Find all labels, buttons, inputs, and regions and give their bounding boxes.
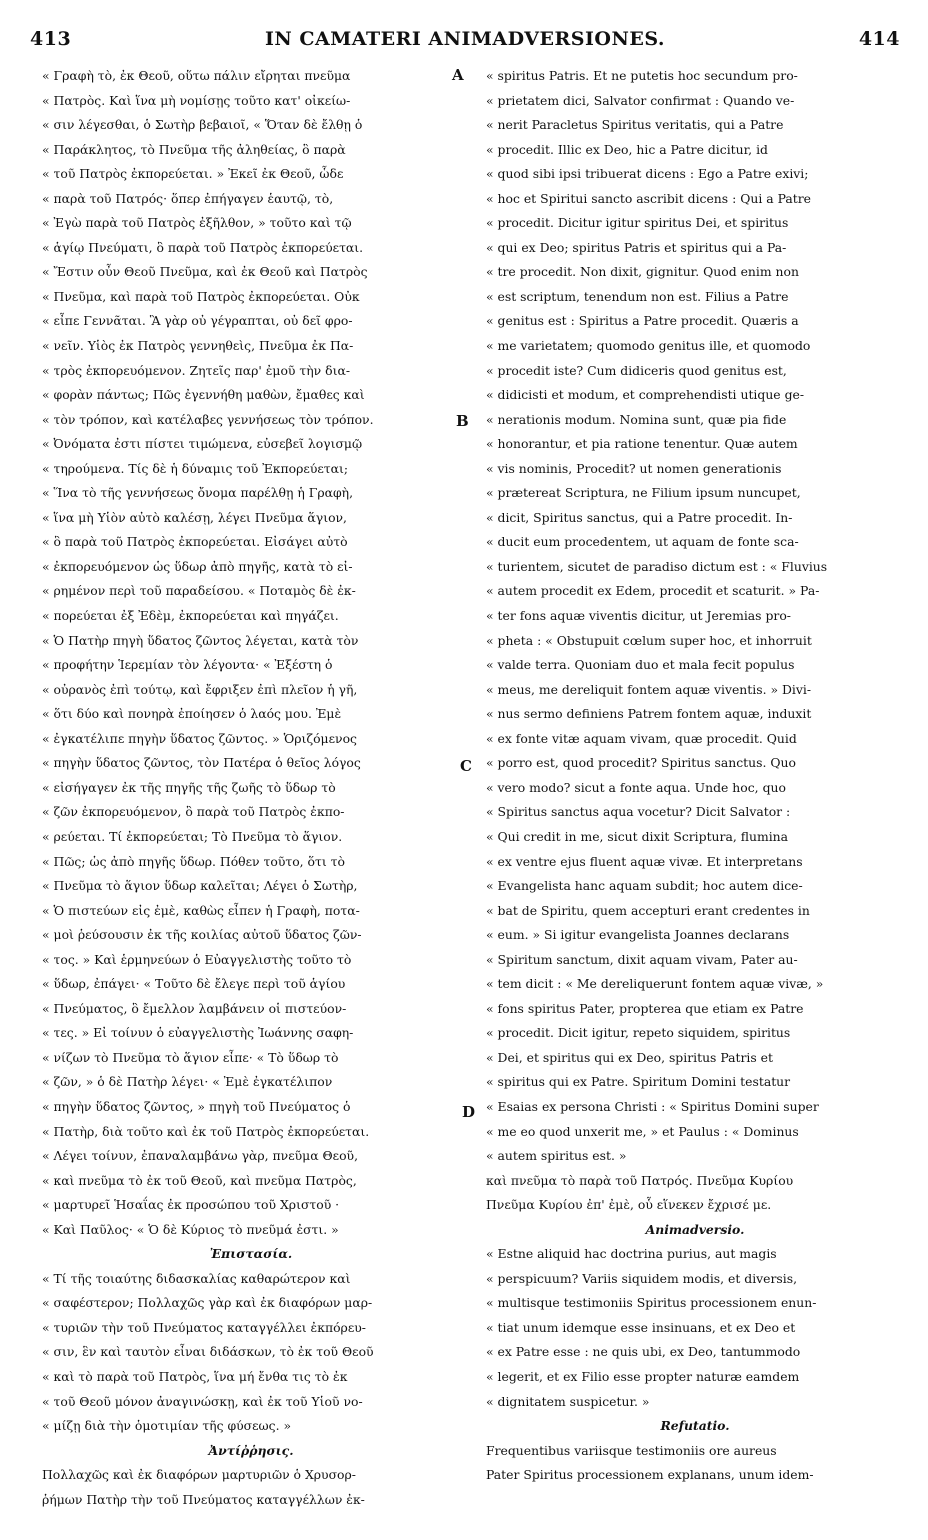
greek-text-line: « εἶπε Γεννᾶται. Ἃ γὰρ οὐ γέγραπται, οὐ δεῖ φρο- (42, 313, 353, 329)
greek-bridge-line: Πνεῦμα Κυρίου ἐπ' ἐμὲ, οὗ εἵνεκεν ἔχρισέ με. (486, 1197, 772, 1213)
latin-text-line: « quod sibi ipsi tribuerat dicens : Ego a Patre exivi; (486, 166, 809, 182)
greek-text-line: « τες. » Εἰ τοίνυν ὁ εὐαγγελιστὴς Ἰωάννης σαφη- (42, 1025, 354, 1041)
greek-text-line: « Πνεῦμα τὸ ἅγιον ὕδωρ καλεῖται; Λέγει ὁ Σωτὴρ, (42, 878, 358, 894)
latin-text-line: Animadversio. (645, 1221, 745, 1237)
latin-text-line: « porro est, quod procedit? Spiritus sanctus. Quo (486, 755, 796, 771)
latin-text-line: « Dei, et spiritus qui ex Deo, spiritus Patris et (486, 1049, 773, 1065)
latin-text-line: « perspicuum? Variis siquidem modis, et diversis, (486, 1270, 798, 1286)
greek-text-line: « πηγὴν ὕδατος ζῶντος, τὸν Πατέρα ὁ θεῖος λόγος (42, 755, 361, 771)
greek-text-line: « ζῶν, » ὁ δὲ Πατὴρ λέγει· « Ἐμὲ ἐγκατέλιπον (42, 1074, 333, 1090)
greek-text-line: « τος. » Καὶ ἑρμηνεύων ὁ Εὐαγγελιστὴς τοῦτο τὸ (42, 951, 352, 967)
greek-column (42, 64, 460, 1512)
latin-text-line: « nerit Paracletus Spiritus veritatis, qui a Patre (486, 117, 784, 133)
greek-text-line: « τρὸς ἐκπορευόμενον. Ζητεῖς παρ' ἐμοῦ τὴν δια- (42, 362, 350, 378)
greek-text-line: « προφήτην Ἱερεμίαν τὸν λέγοντα· « Ἐξέστη ὁ (42, 657, 333, 673)
greek-text-line: « μοὶ ῥεύσουσιν ἐκ τῆς κοιλίας αὐτοῦ ὕδατος ζῶν- (42, 927, 362, 943)
greek-text-line: « σιν, ἓν καὶ ταυτὸν εἶναι διδάσκων, τὸ ἐκ τοῦ Θεοῦ (42, 1344, 374, 1360)
latin-text-line: « nerationis modum. Nomina sunt, quæ pia fide (486, 411, 787, 427)
latin-text-line: « Spiritus sanctus aqua vocetur? Dicit Salvator : (486, 804, 791, 820)
greek-text-line: « τυριῶν τὴν τοῦ Πνεύματος καταγγέλλει ἐκπόρευ- (42, 1319, 366, 1335)
greek-text-line: « οὐρανὸς ἐπὶ τούτῳ, καὶ ἔφριξεν ἐπὶ πλεῖον ἡ γῆ, (42, 681, 358, 697)
latin-text-line: « valde terra. Quoniam duo et mala fecit populus (486, 657, 795, 673)
greek-text-line: « τηρούμενα. Τίς δὲ ἡ δύναμις τοῦ Ἐκπορεύεται; (42, 460, 349, 476)
greek-text-line: « σιν λέγεσθαι, ὁ Σωτὴρ βεβαιοῖ, « Ὅταν δὲ ἔλθῃ ὁ (42, 117, 363, 133)
greek-text-line: « πηγὴν ὕδατος ζῶντος, » πηγὴ τοῦ Πνεύματος ὁ (42, 1098, 351, 1114)
greek-text-line: « καὶ τὸ παρὰ τοῦ Πατρὸς, ἵνα μή ἔνθα τις τὸ ἐκ (42, 1368, 348, 1384)
latin-text-line: « legerit, et ex Filio esse propter naturæ eamdem (486, 1368, 800, 1384)
greek-text-line: « Ἵνα τὸ τῆς γεννήσεως ὄνομα παρέλθῃ ἡ Γραφὴ, (42, 485, 354, 501)
greek-text-line: « τοῦ Πατρὸς ἐκπορεύεται. » Ἐκεῖ ἐκ Θεοῦ, ὧδε (42, 166, 344, 182)
greek-text-line: « Ἐγὼ παρὰ τοῦ Πατρὸς ἐξῆλθον, » τοῦτο καὶ τῷ (42, 215, 352, 231)
margin-letter-c: C (460, 757, 472, 775)
latin-text-line: « tem dicit : « Me dereliquerunt fontem aquæ vivæ, » (486, 976, 824, 992)
greek-text-line: « Καὶ Παῦλος· « Ὁ δὲ Κύριος τὸ πνεῦμά ἐστι. » (42, 1221, 339, 1237)
greek-text-line: Πολλαχῶς καὶ ἐκ διαφόρων μαρτυριῶν ὁ Χρυσορ- (42, 1467, 356, 1483)
latin-text-line: « Spiritum sanctum, dixit aquam vivam, Pater au- (486, 951, 798, 967)
latin-text-line: « vis nominis, Procedit? ut nomen generationis (486, 460, 782, 476)
greek-text-line: « τοῦ Θεοῦ μόνον ἀναγινώσκῃ, καὶ ἐκ τοῦ Υἱοῦ νο- (42, 1393, 363, 1409)
greek-text-line: « πορεύεται ἐξ Ἐδὲμ, ἐκπορεύεται καὶ πηγάζει. (42, 608, 339, 624)
latin-text-line: « autem procedit ex Edem, procedit et scaturit. » Pa- (486, 583, 820, 599)
latin-text-line: « nus sermo definiens Patrem fontem aquæ, induxit (486, 706, 812, 722)
latin-text-line: « Evangelista hanc aquam subdit; hoc autem dice- (486, 878, 803, 894)
latin-text-line: « me varietatem; quomodo genitus ille, et quomodo (486, 338, 811, 354)
latin-text-line: Frequentibus variisque testimoniis ore aureus (486, 1442, 777, 1458)
latin-text-line: « autem spiritus est. » (486, 1148, 627, 1164)
latin-text-line: « procedit. Illic ex Deo, hic a Patre dicitur, id (486, 141, 768, 157)
page-number-right: 414 (858, 28, 900, 50)
latin-text-line: « honorantur, et pia ratione tenentur. Quæ autem (486, 436, 798, 452)
greek-text-line: « νεῖν. Υἱὸς ἐκ Πατρὸς γεννηθεὶς, Πνεῦμα ἐκ Πα- (42, 338, 354, 354)
latin-text-line: « me eo quod unxerit me, » et Paulus : « Dominus (486, 1123, 799, 1139)
greek-text-line: « ὃ παρὰ τοῦ Πατρὸς ἐκπορεύεται. Εἰσάγει αὐτὸ (42, 534, 348, 550)
latin-text-line: « fons spiritus Pater, propterea que etiam ex Patre (486, 1000, 804, 1016)
running-title: IN CAMATERI ANIMADVERSIONES. (265, 28, 665, 50)
latin-text-line: « genitus est : Spiritus a Patre procedit. Quæris a (486, 313, 799, 329)
greek-text-line: « Πνεύματος, ὃ ἔμελλον λαμβάνειν οἱ πιστεύον- (42, 1000, 347, 1016)
latin-text-line: Pater Spiritus processionem explanans, unum idem- (486, 1467, 814, 1483)
latin-text-line: « est scriptum, tenendum non est. Filius a Patre (486, 288, 789, 304)
greek-text-line: « σαφέστερον; Πολλαχῶς γὰρ καὶ ἐκ διαφόρων μαρ- (42, 1295, 373, 1311)
latin-text-line: « turientem, sicutet de paradiso dictum est : « Fluvius (486, 558, 828, 574)
greek-text-line: Ἀντίῤῥησις. (208, 1442, 294, 1458)
latin-text-line: « vero modo? sicut a fonte aqua. Unde hoc, quo (486, 779, 786, 795)
latin-text-line: Refutatio. (660, 1418, 730, 1434)
greek-text-line: « Ὁ πιστεύων εἰς ἐμὲ, καθὼς εἶπεν ἡ Γραφὴ, ποτα- (42, 902, 360, 918)
greek-text-line: « ρημένον περὶ τοῦ παραδείσου. « Ποταμὸς δὲ ἐκ- (42, 583, 356, 599)
latin-column (486, 64, 904, 1488)
greek-text-line: « νίζων τὸ Πνεῦμα τὸ ἅγιον εἶπε· « Τὸ ὕδωρ τὸ (42, 1049, 339, 1065)
greek-text-line: « Παράκλητος, τὸ Πνεῦμα τῆς ἀληθείας, ὃ παρὰ (42, 141, 346, 157)
greek-text-line: « Τί τῆς τοιαύτης διδασκαλίας καθαρώτερον καὶ (42, 1270, 351, 1286)
latin-text-line: « didicisti et modum, et comprehendisti utique ge- (486, 387, 805, 403)
latin-text-line: « Qui credit in me, sicut dixit Scriptura, flumina (486, 828, 789, 844)
greek-text-line: « Ἔστιν οὖν Θεοῦ Πνεῦμα, καὶ ἐκ Θεοῦ καὶ Πατρὸς (42, 264, 368, 280)
greek-text-line: « ρεύεται. Τί ἐκπορεύεται; Τὸ Πνεῦμα τὸ ἅγιον. (42, 828, 343, 844)
page-header (30, 28, 900, 58)
latin-text-line: « tiat unum idemque esse insinuans, et ex Deo et (486, 1319, 796, 1335)
greek-text-line: « ἵνα μὴ Υἱὸν αὐτὸ καλέσῃ, λέγει Πνεῦμα ἅγιον, (42, 509, 347, 525)
latin-text-line: « procedit. Dicitur igitur spiritus Dei, et spiritus (486, 215, 789, 231)
greek-text-line: « ὅτι δύο καὶ πονηρὰ ἐποίησεν ὁ λαός μου. Ἐμὲ (42, 706, 342, 722)
greek-text-line: « Πατρὸς. Καὶ ἵνα μὴ νομίσῃς τοῦτο κατ' οἰκείω- (42, 92, 351, 108)
latin-text-line: « Esaias ex persona Christi : « Spiritus Domini super (486, 1098, 819, 1114)
greek-text-line: « Πνεῦμα, καὶ παρὰ τοῦ Πατρὸς ἐκπορεύεται. Οὐκ (42, 288, 360, 304)
greek-bridge-line: καὶ πνεῦμα τὸ παρὰ τοῦ Πατρός. Πνεῦμα Κυρίου (486, 1172, 794, 1188)
latin-text-line: « pheta : « Obstupuit cœlum super hoc, et inhorruit (486, 632, 812, 648)
latin-text-line: « dicit, Spiritus sanctus, qui a Patre procedit. In- (486, 509, 793, 525)
greek-text-line: « ὕδωρ, ἐπάγει· « Τοῦτο δὲ ἔλεγε περὶ τοῦ ἁγίου (42, 976, 346, 992)
greek-text-line: « φορὰν πάντως; Πῶς ἐγεννήθη μαθὼν, ἔμαθες καὶ (42, 387, 365, 403)
greek-text-line: « Γραφὴ τὸ, ἐκ Θεοῦ, οὕτω πάλιν εἴρηται πνεῦμα (42, 68, 351, 83)
greek-text-line: « τὸν τρόπον, καὶ κατέλαβες γεννήσεως τὸν τρόπον. (42, 411, 374, 427)
latin-text-line: « prietatem dici, Salvator confirmat : Quando ve- (486, 92, 795, 108)
greek-text-line: ῥήμων Πατὴρ τὴν τοῦ Πνεύματος καταγγέλλων ἐκ- (42, 1491, 365, 1507)
latin-text-line: « dignitatem suspicetur. » (486, 1393, 650, 1409)
latin-text-line: « hoc et Spiritui sancto ascribit dicens : Qui a Patre (486, 190, 811, 206)
latin-text-line: « spiritus Patris. Et ne putetis hoc secundum pro- (486, 68, 798, 83)
page-number-left: 413 (30, 28, 72, 50)
latin-text-line: « meus, me dereliquit fontem aquæ viventis. » Divi- (486, 681, 812, 697)
latin-text-line: « procedit. Dicit igitur, repeto siquidem, spiritus (486, 1025, 791, 1041)
latin-text-line: « qui ex Deo; spiritus Patris et spiritus qui a Pa- (486, 239, 787, 255)
greek-text-line: « Λέγει τοίνυν, ἐπαναλαμβάνω γὰρ, πνεῦμα Θεοῦ, (42, 1148, 359, 1164)
latin-text-line: « Estne aliquid hac doctrina purius, aut magis (486, 1246, 777, 1262)
latin-text-line: « prætereat Scriptura, ne Filium ipsum nuncupet, (486, 485, 801, 501)
greek-text-line: « Πατὴρ, διὰ τοῦτο καὶ ἐκ τοῦ Πατρὸς ἐκπορεύεται. (42, 1123, 370, 1139)
latin-text-line: « procedit iste? Cum didiceris quod genitus est, (486, 362, 787, 378)
latin-text-line: « bat de Spiritu, quem accepturi erant credentes in (486, 902, 810, 918)
latin-text-line: « multisque testimoniis Spiritus processionem enun- (486, 1295, 817, 1311)
greek-text-line: « Πῶς; ὡς ἀπὸ πηγῆς ὕδωρ. Πόθεν τοῦτο, ὅτι τὸ (42, 853, 345, 869)
greek-text-line: « εἰσήγαγεν ἐκ τῆς πηγῆς τῆς ζωῆς τὸ ὕδωρ τὸ (42, 779, 336, 795)
margin-letter-d: D (462, 1103, 476, 1121)
latin-text-line: « ducit eum procedentem, ut aquam de fonte sca- (486, 534, 799, 550)
latin-text-line: « ex fonte vitæ aquam vivam, quæ procedit. Quid (486, 730, 797, 746)
latin-text-line: « ex ventre ejus fluent aquæ vivæ. Et interpretans (486, 853, 803, 869)
greek-text-line: « καὶ πνεῦμα τὸ ἐκ τοῦ Θεοῦ, καὶ πνεῦμα Πατρὸς, (42, 1172, 357, 1188)
greek-text-line: « Ὀνόματα ἐστι πίστει τιμώμενα, εὐσεβεῖ λογισμῷ (42, 436, 363, 452)
greek-text-line: Ἐπιστασία. (209, 1246, 293, 1262)
latin-text-line: « spiritus qui ex Patre. Spiritum Domini testatur (486, 1074, 791, 1090)
greek-text-line: « ζῶν ἐκπορευόμενον, ὃ παρὰ τοῦ Πατρὸς ἐκπο- (42, 804, 345, 820)
latin-text-line: « ter fons aquæ viventis dicitur, ut Jeremias pro- (486, 608, 791, 624)
margin-letter-a: A (452, 66, 464, 84)
latin-text-line: « ex Patre esse : ne quis ubi, ex Deo, tantummodo (486, 1344, 801, 1360)
greek-text-line: « μίζῃ διὰ τὴν ὁμοτιμίαν τῆς φύσεως. » (42, 1418, 292, 1434)
greek-text-line: « ἐγκατέλιπε πηγὴν ὕδατος ζῶντος. » Ὁριζόμενος (42, 730, 357, 746)
greek-text-line: « Ὁ Πατὴρ πηγὴ ὕδατος ζῶντος λέγεται, κατὰ τὸν (42, 632, 359, 648)
latin-text-line: « tre procedit. Non dixit, gignitur. Quod enim non (486, 264, 799, 280)
greek-text-line: « μαρτυρεῖ Ἡσαΐας ἐκ προσώπου τοῦ Χριστοῦ · (42, 1197, 340, 1213)
greek-text-line: « ἐκπορευόμενον ὡς ὕδωρ ἀπὸ πηγῆς, κατὰ τὸ εἰ- (42, 558, 353, 574)
margin-letter-b: B (456, 412, 469, 430)
latin-text-line: « eum. » Si igitur evangelista Joannes declarans (486, 927, 790, 943)
greek-text-line: « ἁγίῳ Πνεύματι, ὃ παρὰ τοῦ Πατρὸς ἐκπορεύεται. (42, 239, 364, 255)
greek-text-line: « παρὰ τοῦ Πατρός· ὅπερ ἐπήγαγεν ἑαυτῷ, τὸ, (42, 190, 334, 206)
